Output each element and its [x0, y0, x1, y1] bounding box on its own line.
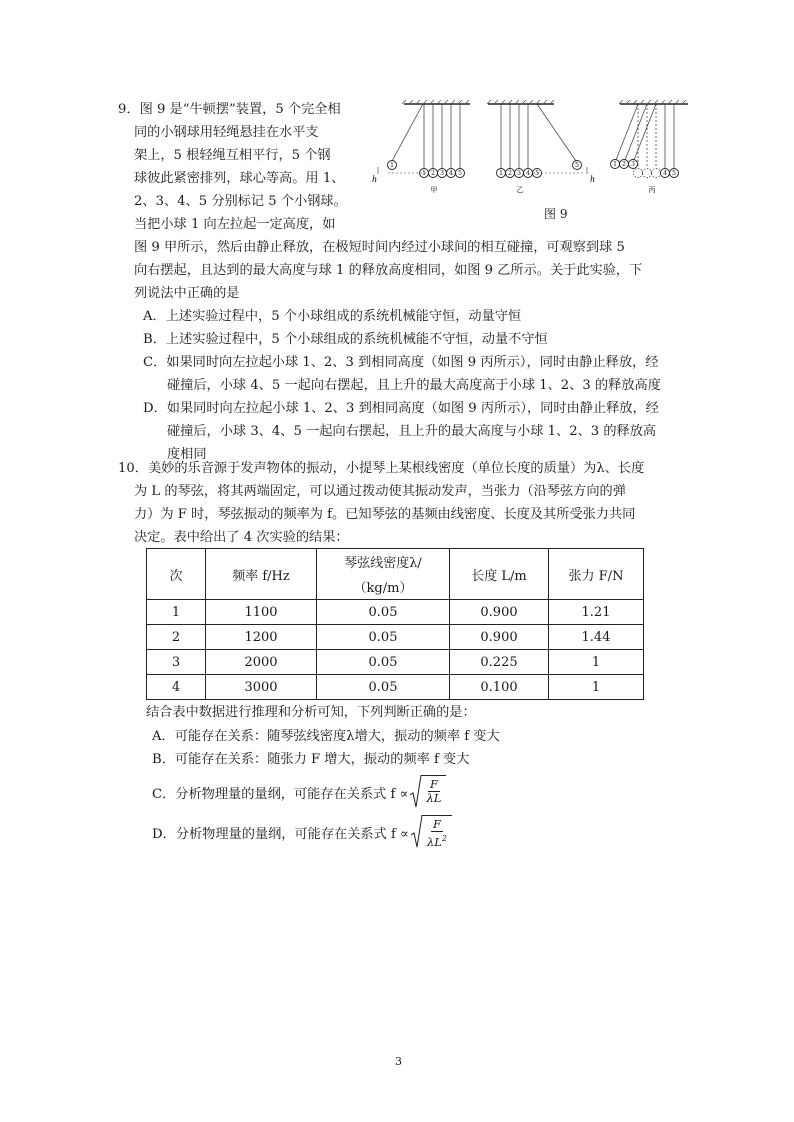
denominator — [426, 832, 448, 849]
table-header-unit: （kg/m） — [353, 581, 413, 596]
sqrt-formula-d — [411, 815, 452, 849]
q10-option-c — [152, 774, 446, 810]
denominator-exponent: 2 — [441, 834, 447, 843]
ball-label: 2 — [508, 170, 512, 177]
table-header: 频率 f/Hz — [206, 549, 317, 600]
ball-label: 3 — [440, 170, 444, 177]
table-cell: 0.05 — [317, 650, 450, 675]
ball-label: 4 — [449, 170, 453, 177]
panel-yi — [487, 100, 595, 194]
table-cell: 1 — [549, 650, 644, 675]
table-cell: 0.05 — [317, 600, 450, 625]
q9-line-9: 列说法中正确的是 — [134, 286, 240, 301]
q9-option-d-cont: 碰撞后，小球 3、4、5 一起向右摆起，且上升的最大高度与小球 1、2、3 的释放高 — [167, 424, 657, 439]
panel-label-bing: 丙 — [648, 186, 656, 194]
table-cell: 1.44 — [549, 625, 644, 650]
ball-label: 3 — [631, 161, 635, 168]
numerator: F — [429, 777, 438, 791]
q9-option-d-cont2: 度相同 — [167, 447, 207, 462]
numerator: F — [432, 817, 441, 831]
q9-line-5: 2、3、4、5 分别标记 5 个小钢球。 — [134, 194, 347, 209]
panel-jia — [372, 100, 470, 194]
q10-option-c-text: C．分析物理量的量纲，可能存在关系式 f ∝ — [152, 786, 409, 802]
ball-label: 1 — [390, 162, 394, 169]
figure-caption: 图 9 — [544, 207, 568, 221]
q9-line-3: 架上，5 根轻绳互相平行，5 个钢 — [134, 148, 331, 163]
ball-label: 3 — [517, 170, 521, 177]
table-cell: 1.21 — [549, 600, 644, 625]
denominator-base: λL — [426, 834, 442, 849]
q9-line-4: 球彼此紧密排列，球心等高。用 1、 — [134, 171, 345, 186]
fraction — [425, 778, 442, 805]
table-header — [317, 549, 450, 600]
table-row — [147, 650, 644, 675]
height-label: h — [590, 175, 596, 184]
radical-sign — [410, 775, 422, 809]
table-header: 张力 F/N — [549, 549, 644, 600]
ball-label: 1 — [613, 161, 617, 168]
table-header: 长度 L/m — [450, 549, 549, 600]
height-label: h — [372, 175, 378, 184]
table-cell: 1 — [147, 600, 206, 625]
radicand — [422, 775, 446, 809]
ball-label: 5 — [535, 170, 539, 177]
ball-label: 1 — [422, 170, 426, 177]
table-header: 次 — [147, 549, 206, 600]
figure-9-newtons-cradle — [368, 96, 606, 196]
q10-line-1: 10．美妙的乐音源于发声物体的振动，小提琴上某根线密度（单位长度的质量）为λ、长度 — [118, 461, 645, 476]
table-cell: 0.05 — [317, 625, 450, 650]
q9-option-d: D．如果同时向左拉起小球 1、2、3 到相同高度（如图 9 丙所示），同时由静止释放，经 — [143, 401, 659, 416]
q10-prompt: 结合表中数据进行推理和分析可知，下列判断正确的是： — [146, 705, 476, 720]
q9-line-2: 同的小钢球用轻绳悬挂在水平支 — [134, 125, 319, 140]
table-cell: 3000 — [206, 675, 317, 700]
ball-label: 1 — [499, 170, 503, 177]
table-cell: 2000 — [206, 650, 317, 675]
table-cell: 0.225 — [450, 650, 549, 675]
table-cell: 0.100 — [450, 675, 549, 700]
table-row — [147, 600, 644, 625]
table-cell: 0.05 — [317, 675, 450, 700]
ball-label: 5 — [575, 162, 579, 169]
q10-line-2: 为 L 的琴弦，将其两端固定，可以通过拨动使其振动发声，当张力（沿琴弦方向的弹 — [134, 484, 626, 499]
q9-line-7: 图 9 甲所示，然后由静止释放，在极短时间内经过小球间的相互碰撞，可观察到球 5 — [134, 240, 625, 255]
experiment-table — [146, 548, 644, 700]
sqrt-formula-c — [410, 775, 446, 809]
q9-option-c-cont: 碰撞后，小球 4、5 一起向右摆起，且上升的最大高度高于小球 1、2、3 的释放高度 — [167, 378, 661, 393]
q10-option-d — [152, 814, 452, 850]
ball-label: 4 — [526, 170, 530, 177]
table-cell: 1 — [549, 675, 644, 700]
q9-line-6: 当把小球 1 向左拉起一定高度，如 — [134, 217, 336, 232]
table-row — [147, 675, 644, 700]
table-cell: 4 — [147, 675, 206, 700]
panel-label-yi: 乙 — [516, 186, 524, 194]
q9-option-c: C．如果同时向左拉起小球 1、2、3 到相同高度（如图 9 丙所示），同时由静止释放，经 — [143, 355, 659, 370]
q10-option-b: B．可能存在关系：随张力 F 增大，振动的频率 f 变大 — [152, 752, 470, 767]
q9-line-1: 9．图 9 是“牛顿摆”装置，5 个完全相 — [118, 102, 341, 117]
page-number: 3 — [395, 1055, 402, 1068]
q9-option-a: A．上述实验过程中，5 个小球组成的系统机械能守恒，动量守恒 — [143, 309, 522, 324]
q9-option-b: B．上述实验过程中，5 个小球组成的系统机械能不守恒，动量不守恒 — [143, 332, 548, 347]
q10-option-d-text: D．分析物理量的量纲，可能存在关系式 f ∝ — [152, 826, 409, 842]
table-cell: 1200 — [206, 625, 317, 650]
table-header-label: 琴弦线密度λ/ — [344, 556, 422, 571]
table-cell: 2 — [147, 625, 206, 650]
radicand — [423, 815, 452, 849]
ball-label: 5 — [672, 170, 676, 177]
ball-label: 5 — [458, 170, 462, 177]
fraction — [426, 818, 448, 849]
table-cell: 0.900 — [450, 600, 549, 625]
q10-option-a: A．可能存在关系：随琴弦线密度λ增大，振动的频率 f 变大 — [152, 729, 500, 744]
q10-line-4: 决定。表中给出了 4 次实验的结果： — [134, 530, 349, 545]
table-cell: 1100 — [206, 600, 317, 625]
ball-label: 2 — [622, 161, 626, 168]
table-cell: 3 — [147, 650, 206, 675]
table-header-row — [147, 549, 644, 600]
ball-label: 4 — [663, 170, 667, 177]
ball-label: 2 — [431, 170, 435, 177]
radical-sign — [411, 815, 423, 849]
figure-9-panel-bing — [606, 96, 696, 196]
panel-label-jia: 甲 — [430, 186, 438, 194]
q10-line-3: 力）为 F 时，琴弦振动的频率为 f。已知琴弦的基频由线密度、长度及其所受张力共同 — [134, 507, 636, 522]
table-row — [147, 625, 644, 650]
denominator: λL — [426, 791, 442, 805]
table-cell: 0.900 — [450, 625, 549, 650]
q9-line-8: 向右摆起，且达到的最大高度与球 1 的释放高度相同，如图 9 乙所示。关于此实验，下 — [134, 263, 643, 278]
